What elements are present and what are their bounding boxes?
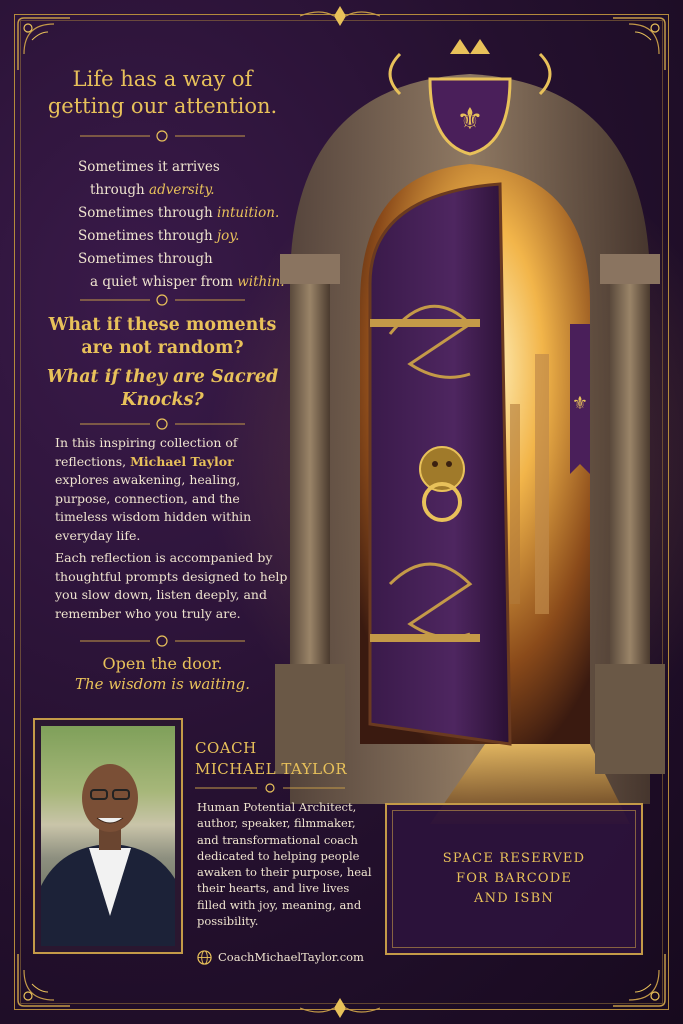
section-divider-icon <box>80 634 245 648</box>
bottom-ornament-icon <box>300 996 380 1020</box>
author-title: COACH <box>195 739 257 757</box>
intro-line-text: Sometimes through <box>78 251 213 267</box>
intro-line <box>78 248 278 271</box>
author-portrait-icon <box>41 726 175 946</box>
question-random: What if these moments are not random? <box>48 315 277 358</box>
barcode-line: SPACE RESERVED <box>442 851 586 866</box>
intro-line <box>78 271 285 294</box>
barcode-placeholder <box>385 803 643 955</box>
section-divider-icon <box>80 129 245 143</box>
section-divider-icon <box>80 293 245 307</box>
prompts-paragraph: Each reflection is accompanied by thoughtful prompts designed to help you slow down, listen deeply, and remember who you truly are. <box>55 550 288 621</box>
intro-lines <box>78 156 285 294</box>
barcode-line: AND ISBN <box>474 891 554 906</box>
call-to-action: Open the door. <box>102 654 223 673</box>
svg-text:⚜: ⚜ <box>456 102 484 137</box>
intro-line <box>78 156 278 179</box>
author-bio: Human Potential Architect, author, speaker, filmmaker, and transformational coach dedicated to helping people awaken to their purpose, heal their hearts, and live lives filled with joy, meaning, and possibility. <box>197 800 372 929</box>
section-divider-icon <box>80 417 245 431</box>
intro-line-emphasis: joy. <box>216 228 240 244</box>
question-sacred-knocks: What if they are Sacred Knocks? <box>46 367 279 410</box>
author-full-name: MICHAEL TAYLOR <box>195 760 348 778</box>
intro-line-text: Sometimes through <box>78 228 217 244</box>
intro-line <box>78 202 278 225</box>
website-link-text[interactable]: CoachMichaelTaylor.com <box>218 950 364 964</box>
description-text: In this inspiring collection of reflections, <box>55 435 238 469</box>
intro-line-emphasis: within. <box>237 274 285 290</box>
intro-line-text: a quiet whisper from <box>90 274 238 290</box>
intro-line-text: Sometimes through <box>78 205 217 221</box>
author-name-highlight: Michael Taylor <box>130 453 234 469</box>
barcode-text <box>424 849 604 909</box>
sacred-door-illustration <box>270 24 670 824</box>
corner-flourish-icon <box>609 950 669 1010</box>
svg-text:⚜: ⚜ <box>571 393 589 414</box>
author-photo-frame <box>33 718 183 954</box>
headline: Life has a way of getting our attention. <box>47 67 278 118</box>
author-website[interactable] <box>197 948 372 966</box>
intro-line <box>78 225 278 248</box>
corner-flourish-icon <box>14 950 74 1010</box>
intro-line-emphasis: adversity. <box>149 182 215 198</box>
intro-line-text: through <box>90 182 150 198</box>
author-photo <box>41 726 175 946</box>
barcode-line: FOR BARCODE <box>455 871 573 886</box>
intro-line <box>78 179 278 202</box>
description-text: explores awakening, healing, purpose, connection, and the timeless wisdom hidden within everyday life. <box>55 472 252 543</box>
globe-icon <box>197 950 212 965</box>
intro-line-text: Sometimes it arrives <box>78 159 220 175</box>
corner-flourish-icon <box>14 14 74 74</box>
description-paragraph <box>55 434 290 545</box>
intro-line-emphasis: intuition. <box>216 205 280 221</box>
author-name <box>195 738 365 780</box>
author-divider-icon <box>195 782 345 794</box>
call-to-action-tagline: The wisdom is waiting. <box>75 675 250 693</box>
